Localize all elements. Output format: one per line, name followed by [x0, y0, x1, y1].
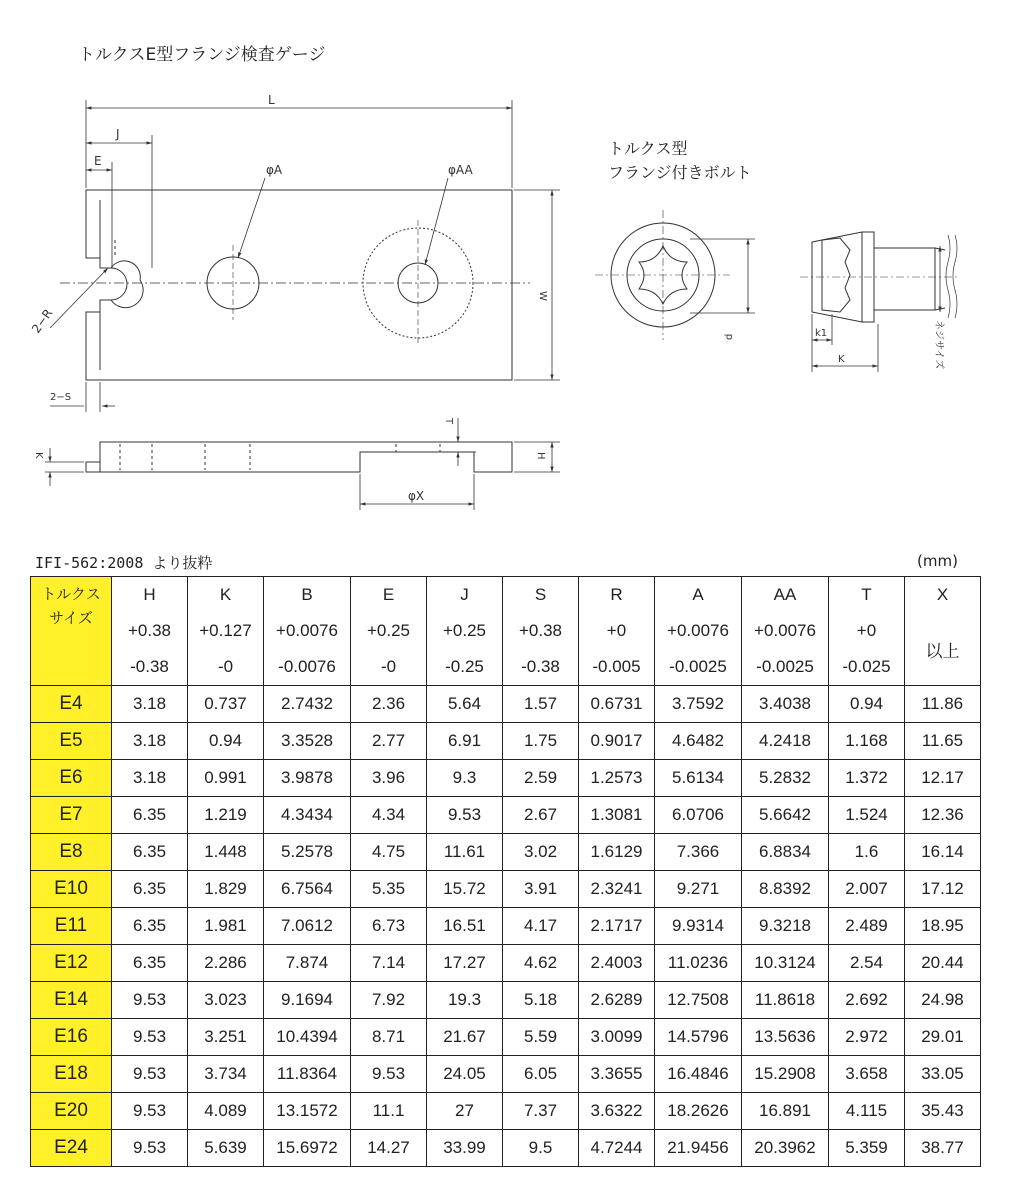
value-cell: 3.18 [112, 760, 188, 797]
size-header-line1: トルクス [41, 586, 101, 603]
bolt-dim-d: d [724, 333, 735, 340]
dim-H: H [535, 452, 546, 460]
value-cell: 35.43 [905, 1093, 981, 1130]
value-cell: 2.972 [829, 1019, 905, 1056]
value-cell: 14.27 [351, 1130, 427, 1167]
value-cell: 5.2832 [742, 760, 829, 797]
value-cell: 1.981 [188, 908, 264, 945]
value-cell: 7.874 [264, 945, 351, 982]
spec-table [30, 576, 981, 1167]
value-cell: 16.14 [905, 834, 981, 871]
value-cell: 7.366 [655, 834, 742, 871]
value-cell: 4.62 [503, 945, 579, 982]
value-cell: 6.05 [503, 1056, 579, 1093]
value-cell: 9.5 [503, 1130, 579, 1167]
value-cell: 18.2626 [655, 1093, 742, 1130]
value-cell: 6.35 [112, 834, 188, 871]
value-cell: 7.37 [503, 1093, 579, 1130]
size-cell: E18 [31, 1056, 112, 1093]
value-cell: 3.0099 [579, 1019, 655, 1056]
column-header: AA [742, 577, 829, 614]
value-cell: 0.9017 [579, 723, 655, 760]
size-cell: E7 [31, 797, 112, 834]
value-cell: 15.72 [427, 871, 503, 908]
dim-T: T [443, 418, 454, 425]
value-cell: 2.59 [503, 760, 579, 797]
table-row [31, 871, 981, 908]
tolerance-minus: -0.25 [427, 649, 503, 686]
size-header-line2: サイズ [49, 610, 93, 627]
gauge-side-view [86, 442, 512, 472]
value-cell: 9.53 [112, 1056, 188, 1093]
table-row [31, 1130, 981, 1167]
value-cell: 20.44 [905, 945, 981, 982]
bolt-side-view [800, 232, 960, 322]
value-cell: 2.77 [351, 723, 427, 760]
tolerance-minus: -0.0025 [742, 649, 829, 686]
value-cell: 4.115 [829, 1093, 905, 1130]
dim-phiX: φX [408, 489, 425, 503]
value-cell: 2.6289 [579, 982, 655, 1019]
value-cell: 17.12 [905, 871, 981, 908]
tolerance-plus: +0 [829, 613, 905, 649]
value-cell: 2.67 [503, 797, 579, 834]
value-cell: 2.54 [829, 945, 905, 982]
value-cell: 12.7508 [655, 982, 742, 1019]
value-cell: 2.692 [829, 982, 905, 1019]
tolerance-minus: -0.38 [503, 649, 579, 686]
size-header [31, 577, 112, 686]
table-row [31, 1093, 981, 1130]
value-cell: 33.99 [427, 1130, 503, 1167]
value-cell: 0.94 [188, 723, 264, 760]
value-cell: 1.448 [188, 834, 264, 871]
value-cell: 3.9878 [264, 760, 351, 797]
value-cell: 2.36 [351, 686, 427, 723]
column-header: R [579, 577, 655, 614]
value-cell: 8.71 [351, 1019, 427, 1056]
value-cell: 12.36 [905, 797, 981, 834]
value-cell: 4.75 [351, 834, 427, 871]
value-cell: 3.023 [188, 982, 264, 1019]
value-cell: 4.6482 [655, 723, 742, 760]
size-cell: E24 [31, 1130, 112, 1167]
value-cell: 10.3124 [742, 945, 829, 982]
dim-K-side: K [33, 452, 44, 459]
column-header: K [188, 577, 264, 614]
value-cell: 16.891 [742, 1093, 829, 1130]
value-cell: 3.02 [503, 834, 579, 871]
value-cell: 9.53 [427, 797, 503, 834]
table-row [31, 797, 981, 834]
value-cell: 1.524 [829, 797, 905, 834]
value-cell: 4.2418 [742, 723, 829, 760]
tolerance-minus: -0.0076 [264, 649, 351, 686]
value-cell: 2.4003 [579, 945, 655, 982]
value-cell: 16.4846 [655, 1056, 742, 1093]
value-cell: 9.53 [112, 1093, 188, 1130]
dim-S: 2−S [50, 392, 72, 403]
value-cell: 9.271 [655, 871, 742, 908]
value-cell: 3.7592 [655, 686, 742, 723]
value-cell: 6.91 [427, 723, 503, 760]
value-cell: 1.3081 [579, 797, 655, 834]
tolerance-plus: +0.0076 [742, 613, 829, 649]
value-cell: 19.3 [427, 982, 503, 1019]
value-cell: 5.359 [829, 1130, 905, 1167]
value-cell: 3.18 [112, 686, 188, 723]
column-header: B [264, 577, 351, 614]
size-cell: E8 [31, 834, 112, 871]
value-cell: 11.61 [427, 834, 503, 871]
tolerance-plus: +0.0076 [264, 613, 351, 649]
table-row [31, 760, 981, 797]
value-cell: 0.6731 [579, 686, 655, 723]
value-cell: 9.53 [351, 1056, 427, 1093]
value-cell: 2.1717 [579, 908, 655, 945]
value-cell: 10.4394 [264, 1019, 351, 1056]
value-cell: 11.0236 [655, 945, 742, 982]
value-cell: 2.286 [188, 945, 264, 982]
dim-phiAA: φAA [448, 163, 473, 177]
value-cell: 13.5636 [742, 1019, 829, 1056]
value-cell: 3.91 [503, 871, 579, 908]
value-cell: 9.53 [112, 1130, 188, 1167]
size-cell: E4 [31, 686, 112, 723]
value-cell: 11.1 [351, 1093, 427, 1130]
value-cell: 3.96 [351, 760, 427, 797]
source-standard: IFI-562:2008 [35, 554, 144, 572]
source-note [35, 552, 212, 573]
value-cell: 1.372 [829, 760, 905, 797]
value-cell: 9.3 [427, 760, 503, 797]
value-cell: 1.219 [188, 797, 264, 834]
value-cell: 15.6972 [264, 1130, 351, 1167]
header-row-plus [31, 613, 981, 649]
technical-drawing [0, 0, 1009, 540]
bolt-dim-K: K [838, 354, 845, 365]
table-row [31, 982, 981, 1019]
value-cell: 5.59 [503, 1019, 579, 1056]
value-cell: 6.35 [112, 945, 188, 982]
dim-E: E [94, 154, 102, 168]
page-title: トルクスE型フランジ検査ゲージ [78, 45, 326, 65]
value-cell: 11.86 [905, 686, 981, 723]
value-cell: 5.64 [427, 686, 503, 723]
column-header: T [829, 577, 905, 614]
value-cell: 14.5796 [655, 1019, 742, 1056]
table-row [31, 834, 981, 871]
tolerance-minus: -0 [188, 649, 264, 686]
value-cell: 1.168 [829, 723, 905, 760]
tolerance-plus: +0.38 [112, 613, 188, 649]
table-row [31, 686, 981, 723]
value-cell: 1.57 [503, 686, 579, 723]
tolerance-plus: +0.127 [188, 613, 264, 649]
value-cell: 3.3528 [264, 723, 351, 760]
value-cell: 4.089 [188, 1093, 264, 1130]
table-row [31, 1056, 981, 1093]
column-header: H [112, 577, 188, 614]
value-cell: 1.2573 [579, 760, 655, 797]
value-cell: 3.734 [188, 1056, 264, 1093]
unit-label: (mm) [917, 552, 958, 570]
value-cell: 38.77 [905, 1130, 981, 1167]
value-cell: 1.6 [829, 834, 905, 871]
value-cell: 5.6642 [742, 797, 829, 834]
value-cell: 12.17 [905, 760, 981, 797]
value-cell: 16.51 [427, 908, 503, 945]
value-cell: 1.829 [188, 871, 264, 908]
tolerance-plus: +0 [579, 613, 655, 649]
value-cell: 24.98 [905, 982, 981, 1019]
dim-L: L [268, 93, 275, 107]
tolerance-minus: -0.005 [579, 649, 655, 686]
value-cell: 9.3218 [742, 908, 829, 945]
size-cell: E20 [31, 1093, 112, 1130]
value-cell: 1.75 [503, 723, 579, 760]
value-cell: 9.53 [112, 1019, 188, 1056]
column-header: J [427, 577, 503, 614]
value-cell: 17.27 [427, 945, 503, 982]
tolerance-plus: +0.25 [427, 613, 503, 649]
value-cell: 13.1572 [264, 1093, 351, 1130]
bolt-title [608, 137, 752, 185]
value-cell: 7.0612 [264, 908, 351, 945]
value-cell: 0.737 [188, 686, 264, 723]
value-cell: 5.2578 [264, 834, 351, 871]
value-cell: 9.1694 [264, 982, 351, 1019]
column-header: A [655, 577, 742, 614]
value-cell: 1.6129 [579, 834, 655, 871]
dim-R: 2−R [28, 306, 56, 336]
value-cell: 5.18 [503, 982, 579, 1019]
value-cell: 18.95 [905, 908, 981, 945]
bolt-title-line1: トルクス型 [608, 139, 688, 158]
bolt-title-line2: フランジ付きボルト [608, 163, 752, 182]
value-cell: 6.35 [112, 797, 188, 834]
value-cell: 2.489 [829, 908, 905, 945]
value-cell: 7.14 [351, 945, 427, 982]
value-cell: 6.35 [112, 908, 188, 945]
size-cell: E10 [31, 871, 112, 908]
header-row-names [31, 577, 981, 614]
value-cell: 0.94 [829, 686, 905, 723]
value-cell: 2.3241 [579, 871, 655, 908]
table-row [31, 908, 981, 945]
value-cell: 33.05 [905, 1056, 981, 1093]
value-cell: 21.67 [427, 1019, 503, 1056]
value-cell: 11.8618 [742, 982, 829, 1019]
value-cell: 8.8392 [742, 871, 829, 908]
value-cell: 29.01 [905, 1019, 981, 1056]
value-cell: 4.7244 [579, 1130, 655, 1167]
value-cell: 3.4038 [742, 686, 829, 723]
value-cell: 5.35 [351, 871, 427, 908]
value-cell: 24.05 [427, 1056, 503, 1093]
size-cell: E6 [31, 760, 112, 797]
value-cell: 3.3655 [579, 1056, 655, 1093]
value-cell: 21.9456 [655, 1130, 742, 1167]
value-cell: 0.991 [188, 760, 264, 797]
value-cell: 9.53 [112, 982, 188, 1019]
column-header-x: X [905, 577, 981, 614]
size-cell: E11 [31, 908, 112, 945]
value-cell: 3.18 [112, 723, 188, 760]
tolerance-plus: +0.38 [503, 613, 579, 649]
value-cell: 6.7564 [264, 871, 351, 908]
tolerance-plus: +0.25 [351, 613, 427, 649]
table-row [31, 1019, 981, 1056]
table-row [31, 723, 981, 760]
value-cell: 7.92 [351, 982, 427, 1019]
value-cell: 2.007 [829, 871, 905, 908]
value-cell: 4.17 [503, 908, 579, 945]
bolt-end-view [595, 210, 730, 340]
value-cell: 6.0706 [655, 797, 742, 834]
value-cell: 4.34 [351, 797, 427, 834]
value-cell: 6.73 [351, 908, 427, 945]
value-cell: 11.8364 [264, 1056, 351, 1093]
value-cell: 15.2908 [742, 1056, 829, 1093]
value-cell: 11.65 [905, 723, 981, 760]
table-row [31, 945, 981, 982]
tolerance-minus: -0.025 [829, 649, 905, 686]
column-header: E [351, 577, 427, 614]
value-cell: 27 [427, 1093, 503, 1130]
bolt-thread-size: ネジサイズ [933, 320, 944, 370]
gauge-top-view [60, 190, 530, 380]
size-cell: E12 [31, 945, 112, 982]
column-header: S [503, 577, 579, 614]
value-cell: 3.251 [188, 1019, 264, 1056]
bolt-dim-k1: k1 [815, 328, 828, 339]
size-cell: E16 [31, 1019, 112, 1056]
tolerance-minus: -0 [351, 649, 427, 686]
dim-J: J [116, 127, 120, 141]
x-minimum-note: 以上 [905, 613, 981, 686]
size-cell: E5 [31, 723, 112, 760]
value-cell: 5.6134 [655, 760, 742, 797]
dim-W: W [537, 291, 548, 301]
tolerance-minus: -0.38 [112, 649, 188, 686]
value-cell: 4.3434 [264, 797, 351, 834]
value-cell: 3.6322 [579, 1093, 655, 1130]
dim-phiA: φA [266, 163, 283, 177]
tolerance-minus: -0.0025 [655, 649, 742, 686]
value-cell: 6.35 [112, 871, 188, 908]
value-cell: 9.9314 [655, 908, 742, 945]
value-cell: 6.8834 [742, 834, 829, 871]
value-cell: 5.639 [188, 1130, 264, 1167]
value-cell: 3.658 [829, 1056, 905, 1093]
header-row-minus [31, 649, 981, 686]
value-cell: 20.3962 [742, 1130, 829, 1167]
value-cell: 2.7432 [264, 686, 351, 723]
tolerance-plus: +0.0076 [655, 613, 742, 649]
size-cell: E14 [31, 982, 112, 1019]
source-suffix: より抜粋 [152, 554, 213, 572]
